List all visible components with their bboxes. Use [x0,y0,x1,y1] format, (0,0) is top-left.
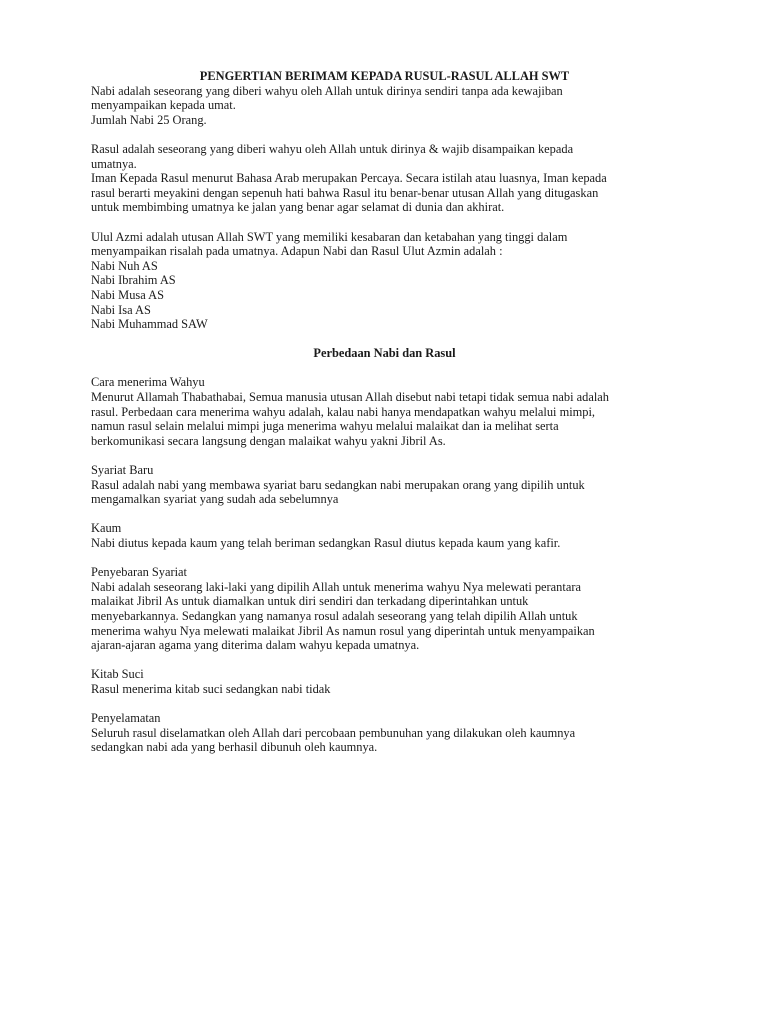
ulul-azmi-list-item: Nabi Nuh AS [91,258,158,273]
section-penyebaran-syariat [91,565,678,653]
section-heading: Cara menerima Wahyu [91,375,205,390]
text-line: Rasul adalah seseorang yang diberi wahyu oleh Allah untuk dirinya & wajib disampaikan kepada [91,141,574,156]
spacer [91,551,678,566]
text-line: mengamalkan syariat yang sudah ada sebelumnya [91,492,339,507]
section-syariat-baru [91,463,678,507]
spacer [91,653,678,668]
section-kitab-suci [91,667,678,696]
section-kaum [91,521,678,550]
text-line: berkomunikasi secara langsung dengan malaikat wahyu yakni Jibril As. [91,433,446,448]
nabi-definition [91,84,678,128]
text-line: ajaran-ajaran agama yang diterima dalam wahyu kepada umatnya. [91,638,420,653]
text-line: Nabi adalah seseorang yang diberi wahyu oleh Allah untuk dirinya sendiri tanpa ada kewajiban [91,83,563,98]
text-line: malaikat Jibril As untuk diamalkan untuk diri sendiri dan terkadang diperintahkan untuk [91,594,529,609]
text-line: Nabi diutus kepada kaum yang telah beriman sedangkan Rasul diutus kepada kaum yang kafir. [91,536,561,550]
text-line: Jumlah Nabi 25 Orang. [91,112,207,127]
section-penyelamatan [91,711,678,755]
text-line: Rasul menerima kitab suci sedangkan nabi tidak [91,681,331,696]
spacer [91,215,678,230]
text-line: Menurut Allamah Thabathabai, Semua manusia utusan Allah disebut nabi tetapi tidak semua nabi adalah [91,390,609,405]
document-title: PENGERTIAN BERIMAM KEPADA RUSUL-RASUL ALLAH SWT [199,69,570,83]
text-line: rasul berarti meyakini dengan sepenuh hati bahwa Rasul itu benar-benar utusan Allah yang ditugaskan [91,185,599,200]
section-heading: Syariat Baru [91,463,154,478]
text-line: sedangkan nabi ada yang berhasil dibunuh oleh kaumnya. [91,740,378,755]
ulul-azmi-list-item: Nabi Isa AS [91,302,151,317]
text-line: rasul. Perbedaan cara menerima wahyu adalah, kalau nabi hanya mendapatkan wahyu melalui mimpi, [91,404,596,419]
spacer [91,507,678,522]
section-cara-menerima-wahyu [91,375,678,448]
spacer [91,697,678,712]
rasul-definition [91,142,678,215]
ulul-azmi-paragraph [91,230,678,332]
spacer [91,332,678,347]
text-line: menyampaikan kepada umat. [91,98,236,113]
text-line: Ulul Azmi adalah utusan Allah SWT yang memiliki kesabaran dan ketabahan yang tinggi dalam [91,229,568,244]
text-line: menerima wahyu Nya melewati malaikat Jibril As namun rosul yang diperintah untuk menyampaikan [91,623,595,638]
spacer [91,448,678,463]
spacer [91,127,678,142]
text-line: Nabi adalah seseorang laki-laki yang dipilih Allah untuk menerima wahyu Nya melewati perantara [91,579,581,594]
text-line: menyebarkannya. Sedangkan yang namanya rosul adalah seseorang yang telah dipilih Allah untuk [91,608,578,623]
section-heading: Kitab Suci [91,667,144,682]
text-line: Rasul adalah nabi yang membawa syariat baru sedangkan nabi merupakan orang yang dipilih untuk [91,477,585,492]
ulul-azmi-list-item: Nabi Musa AS [91,287,164,302]
section-title: Perbedaan Nabi dan Rasul [313,346,456,361]
ulul-azmi-list-item: Nabi Muhammad SAW [91,317,208,332]
text-line: namun rasul selain melalui mimpi juga menerima wahyu melalui malaikat dan ia melihat serta [91,419,559,434]
section-heading: Penyebaran Syariat [91,565,187,580]
section-heading: Kaum [91,521,122,536]
text-line: Seluruh rasul diselamatkan oleh Allah dari percobaan pembunuhan yang dilakukan oleh kaumnya [91,725,576,740]
ulul-azmi-list-item: Nabi Ibrahim AS [91,273,176,288]
text-line: untuk membimbing umatnya ke jalan yang benar agar selamat di dunia dan akhirat. [91,200,505,215]
spacer [91,361,678,376]
section-heading: Penyelamatan [91,711,161,726]
text-line: umatnya. [91,156,137,171]
text-line: Iman Kepada Rasul menurut Bahasa Arab merupakan Percaya. Secara istilah atau luasnya, Iman kepada [91,171,607,186]
text-line: menyampaikan risalah pada umatnya. Adapun Nabi dan Rasul Ulut Azmin adalah : [91,244,503,259]
